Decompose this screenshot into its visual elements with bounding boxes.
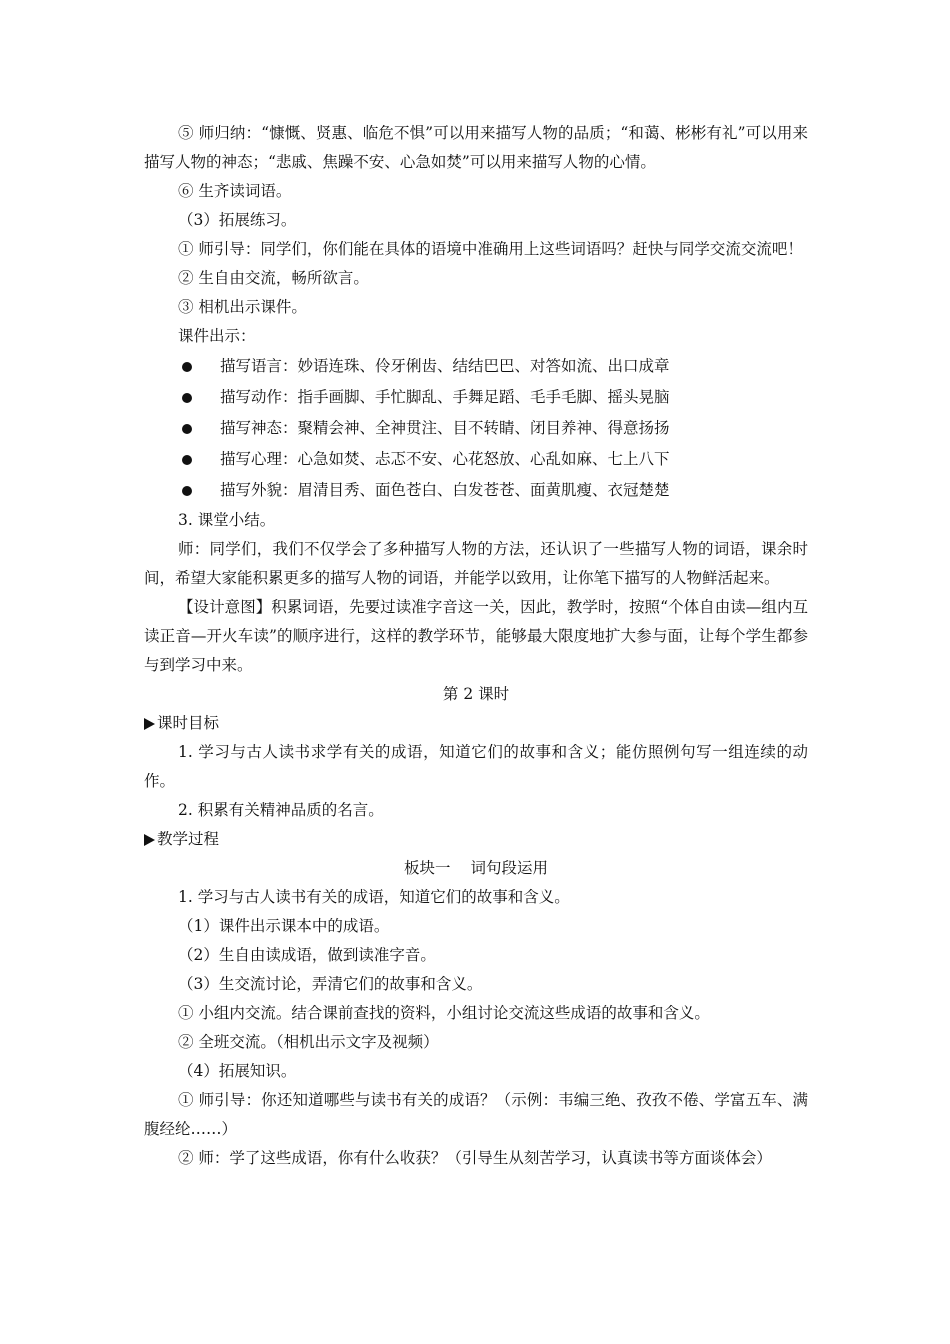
section-heading-text: 课时目标 <box>157 714 220 732</box>
bullet-text: 描写外貌：眉清目秀、面色苍白、白发苍苍、面黄肌瘦、衣冠楚楚 <box>220 481 670 499</box>
lesson-title: 第 2 课时 <box>442 685 510 703</box>
paragraph-class-summary: 师：同学们，我们不仅学会了多种描写人物的方法，还认识了一些描写人物的词语，课余时间，希望大家能积累更多的描写人物的词语，并能学以致用，让你笔下描写的人物鲜活起来。 <box>144 540 808 587</box>
bullet-item <box>144 475 808 506</box>
paragraph-extension-practice: （3）拓展练习。 <box>178 211 297 229</box>
document-body <box>144 119 808 1173</box>
bullet-text: 描写神态：聚精会神、全神贯注、目不转睛、闭目养神、得意扬扬 <box>220 419 670 437</box>
paragraph-show-courseware: ③ 相机出示课件。 <box>178 298 307 316</box>
paragraph-courseware-label: 课件出示： <box>178 327 256 345</box>
paragraph-group-exchange: ① 小组内交流。结合课前查找的资料，小组讨论交流这些成语的故事和含义。 <box>178 1004 710 1022</box>
paragraph-step-1-2: （2）生自由读成语，做到读准字音。 <box>178 946 436 964</box>
bullet-text: 描写心理：心急如焚、忐忑不安、心花怒放、心乱如麻、七上八下 <box>220 450 670 468</box>
paragraph-step-1: 1. 学习与古人读书有关的成语，知道它们的故事和含义。 <box>178 888 570 906</box>
bullet-text: 描写动作：指手画脚、手忙脚乱、手舞足蹈、毛手毛脚、摇头晃脑 <box>220 388 670 406</box>
paragraph-teacher-question: ② 师：学了这些成语，你有什么收获？（引导生从刻苦学习，认真读书等方面谈体会） <box>178 1149 772 1167</box>
bullet-item <box>144 382 808 413</box>
bullet-dot-icon <box>182 455 192 465</box>
bullet-dot-icon <box>182 424 192 434</box>
paragraph-teacher-guide-idioms: ① 师引导：你还知道哪些与读书有关的成语？（示例：韦编三绝、孜孜不倦、学富五车、满腹经纶……） <box>144 1091 808 1138</box>
paragraph-step-1-4: （4）拓展知识。 <box>178 1062 297 1080</box>
bullet-item <box>144 351 808 382</box>
triangle-marker-icon <box>144 718 155 730</box>
paragraph-free-exchange: ② 生自由交流，畅所欲言。 <box>178 269 369 287</box>
bullet-text: 描写语言：妙语连珠、伶牙俐齿、结结巴巴、对答如流、出口成章 <box>220 357 670 375</box>
section-heading-text: 教学过程 <box>157 830 220 848</box>
paragraph-class-exchange: ② 全班交流。（相机出示文字及视频） <box>178 1033 439 1051</box>
paragraph-teacher-guide: ① 师引导：同学们，你们能在具体的语境中准确用上这些词语吗？赶快与同学交流交流吧！ <box>178 240 803 258</box>
bullet-dot-icon <box>182 362 192 372</box>
paragraph-class-summary-heading: 3. 课堂小结。 <box>178 511 276 529</box>
bullet-dot-icon <box>182 393 192 403</box>
block-title-number: 板块一 <box>403 859 451 877</box>
bullet-dot-icon <box>182 486 192 496</box>
paragraph-step-1-1: （1）课件出示课本中的成语。 <box>178 917 390 935</box>
paragraph-goal-1: 1. 学习与古人读书求学有关的成语，知道它们的故事和含义；能仿照例句写一组连续的动作。 <box>144 743 808 790</box>
bullet-item <box>144 444 808 475</box>
bullet-item <box>144 413 808 444</box>
block-title-name: 词句段运用 <box>470 859 549 877</box>
paragraph-read-words: ⑥ 生齐读词语。 <box>178 182 292 200</box>
section-heading-goals <box>144 709 808 738</box>
triangle-marker-icon <box>144 834 155 846</box>
paragraph-teacher-summary: ⑤ 师归纳：“慷慨、贤惠、临危不惧”可以用来描写人物的品质；“和蔼、彬彬有礼”可以用来描写人物的神态；“悲戚、焦躁不安、心急如焚”可以用来描写人物的心情。 <box>144 124 808 171</box>
section-heading-process <box>144 825 808 854</box>
block-title <box>144 854 808 883</box>
paragraph-design-intent: 【设计意图】积累词语，先要过读准字音这一关，因此，教学时，按照“个体自由读—组内互读正音—开火车读”的顺序进行，这样的教学环节，能够最大限度地扩大参与面，让每个学生都参与到学习中来。 <box>144 598 808 674</box>
paragraph-step-1-3: （3）生交流讨论，弄清它们的故事和含义。 <box>178 975 483 993</box>
paragraph-goal-2: 2. 积累有关精神品质的名言。 <box>178 801 384 819</box>
